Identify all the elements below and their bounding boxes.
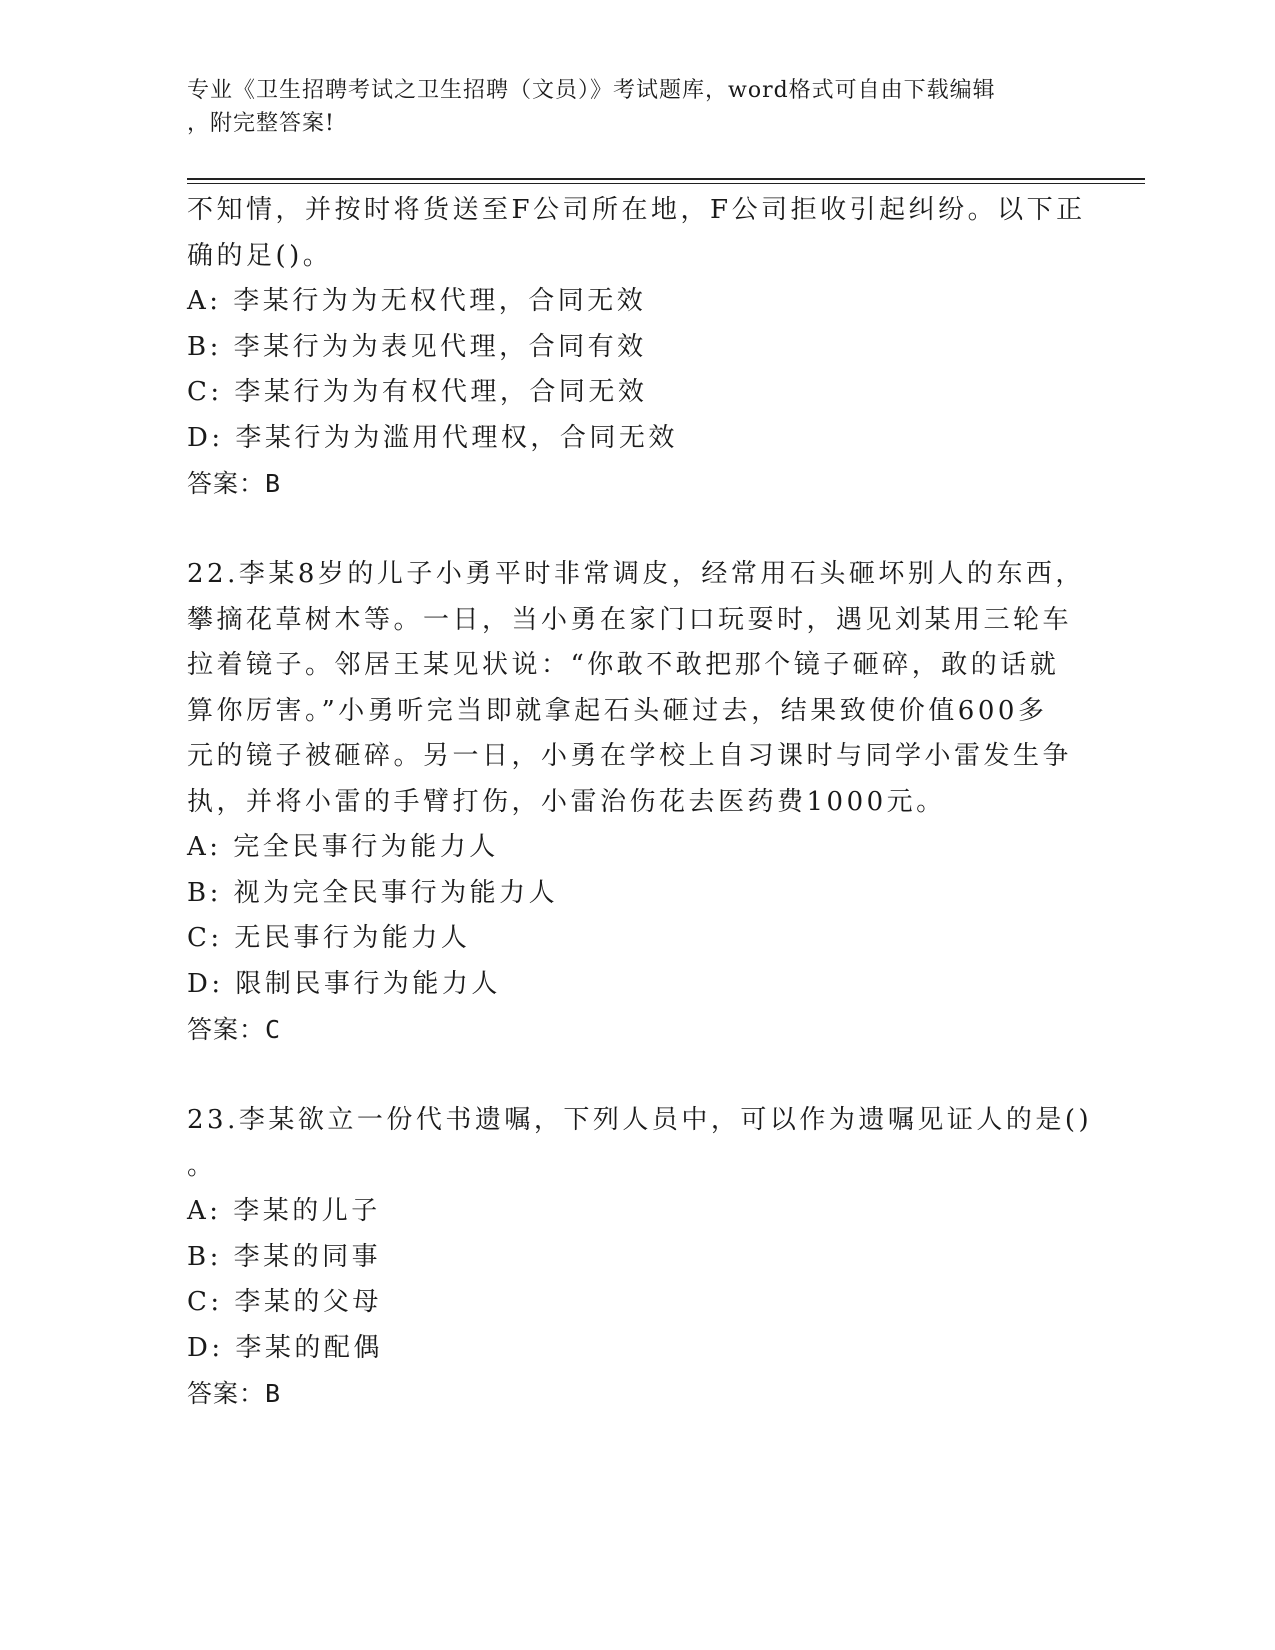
header-divider-thin bbox=[187, 183, 1145, 184]
spacer bbox=[187, 507, 1087, 553]
answer-line: 答案：B bbox=[187, 1379, 282, 1408]
option-a: A: 李某行为为无权代理，合同无效 bbox=[187, 286, 647, 316]
page-content bbox=[187, 188, 1093, 1417]
question-22 bbox=[187, 552, 1087, 1053]
question-text-line: 元的镜子被砸碎。另一日，小勇在学校上自习课时与同学小雷发生争 bbox=[187, 741, 1073, 771]
question-23 bbox=[187, 1098, 1093, 1417]
option-c: C: 无民事行为能力人 bbox=[187, 923, 471, 953]
option-a: A: 李某的儿子 bbox=[187, 1196, 381, 1226]
question-text-line: 执，并将小雷的手臂打伤，小雷治伤花去医药费1000元。 bbox=[187, 786, 946, 817]
question-text-line: 攀摘花草树木等。一日，当小勇在家门口玩耍时，遇见刘某用三轮车 bbox=[187, 604, 1073, 635]
option-c: C: 李某的父母 bbox=[187, 1287, 382, 1317]
question-text-line: 22.李某8岁的儿子小勇平时非常调皮，经常用石头砸坏别人的东西， bbox=[187, 559, 1085, 589]
header-line-2: ，附完整答案! bbox=[187, 111, 335, 136]
question-21 bbox=[187, 188, 1087, 507]
question-text-line: 确的足()。 bbox=[187, 240, 333, 271]
option-c: C: 李某行为为有权代理，合同无效 bbox=[187, 377, 648, 407]
option-d: D: 李某的配偶 bbox=[187, 1332, 383, 1363]
answer-line: 答案：B bbox=[187, 469, 282, 498]
answer-line: 答案：C bbox=[187, 1015, 282, 1044]
page-header bbox=[187, 74, 1087, 140]
option-d: D: 限制民事行为能力人 bbox=[187, 968, 501, 999]
option-a: A: 完全民事行为能力人 bbox=[187, 832, 499, 862]
option-b: B: 李某行为为表见代理，合同有效 bbox=[187, 331, 647, 362]
spacer bbox=[187, 1053, 1087, 1099]
header-line-1: 专业《卫生招聘考试之卫生招聘（文员）》考试题库，word格式可自由下载编辑 bbox=[187, 78, 996, 103]
option-d: D: 李某行为为滥用代理权，合同无效 bbox=[187, 422, 678, 453]
option-b: B: 视为完全民事行为能力人 bbox=[187, 877, 559, 908]
question-text-line: 拉着镜子。邻居王某见状说：“你敢不敢把那个镜子砸碎，敢的话就 bbox=[187, 650, 1060, 680]
question-text-line: 算你厉害。”小勇听完当即就拿起石头砸过去，结果致使价值600多 bbox=[187, 695, 1048, 726]
header-divider-thick bbox=[187, 178, 1145, 180]
option-b: B: 李某的同事 bbox=[187, 1241, 382, 1272]
question-text-line: 23.李某欲立一份代书遗嘱，下列人员中，可以作为遗嘱见证人的是() bbox=[187, 1105, 1093, 1135]
question-text-line: 不知情，并按时将货送至F公司所在地，F公司拒收引起纠纷。以下正 bbox=[187, 195, 1086, 225]
question-text-line: 。 bbox=[187, 1150, 217, 1181]
